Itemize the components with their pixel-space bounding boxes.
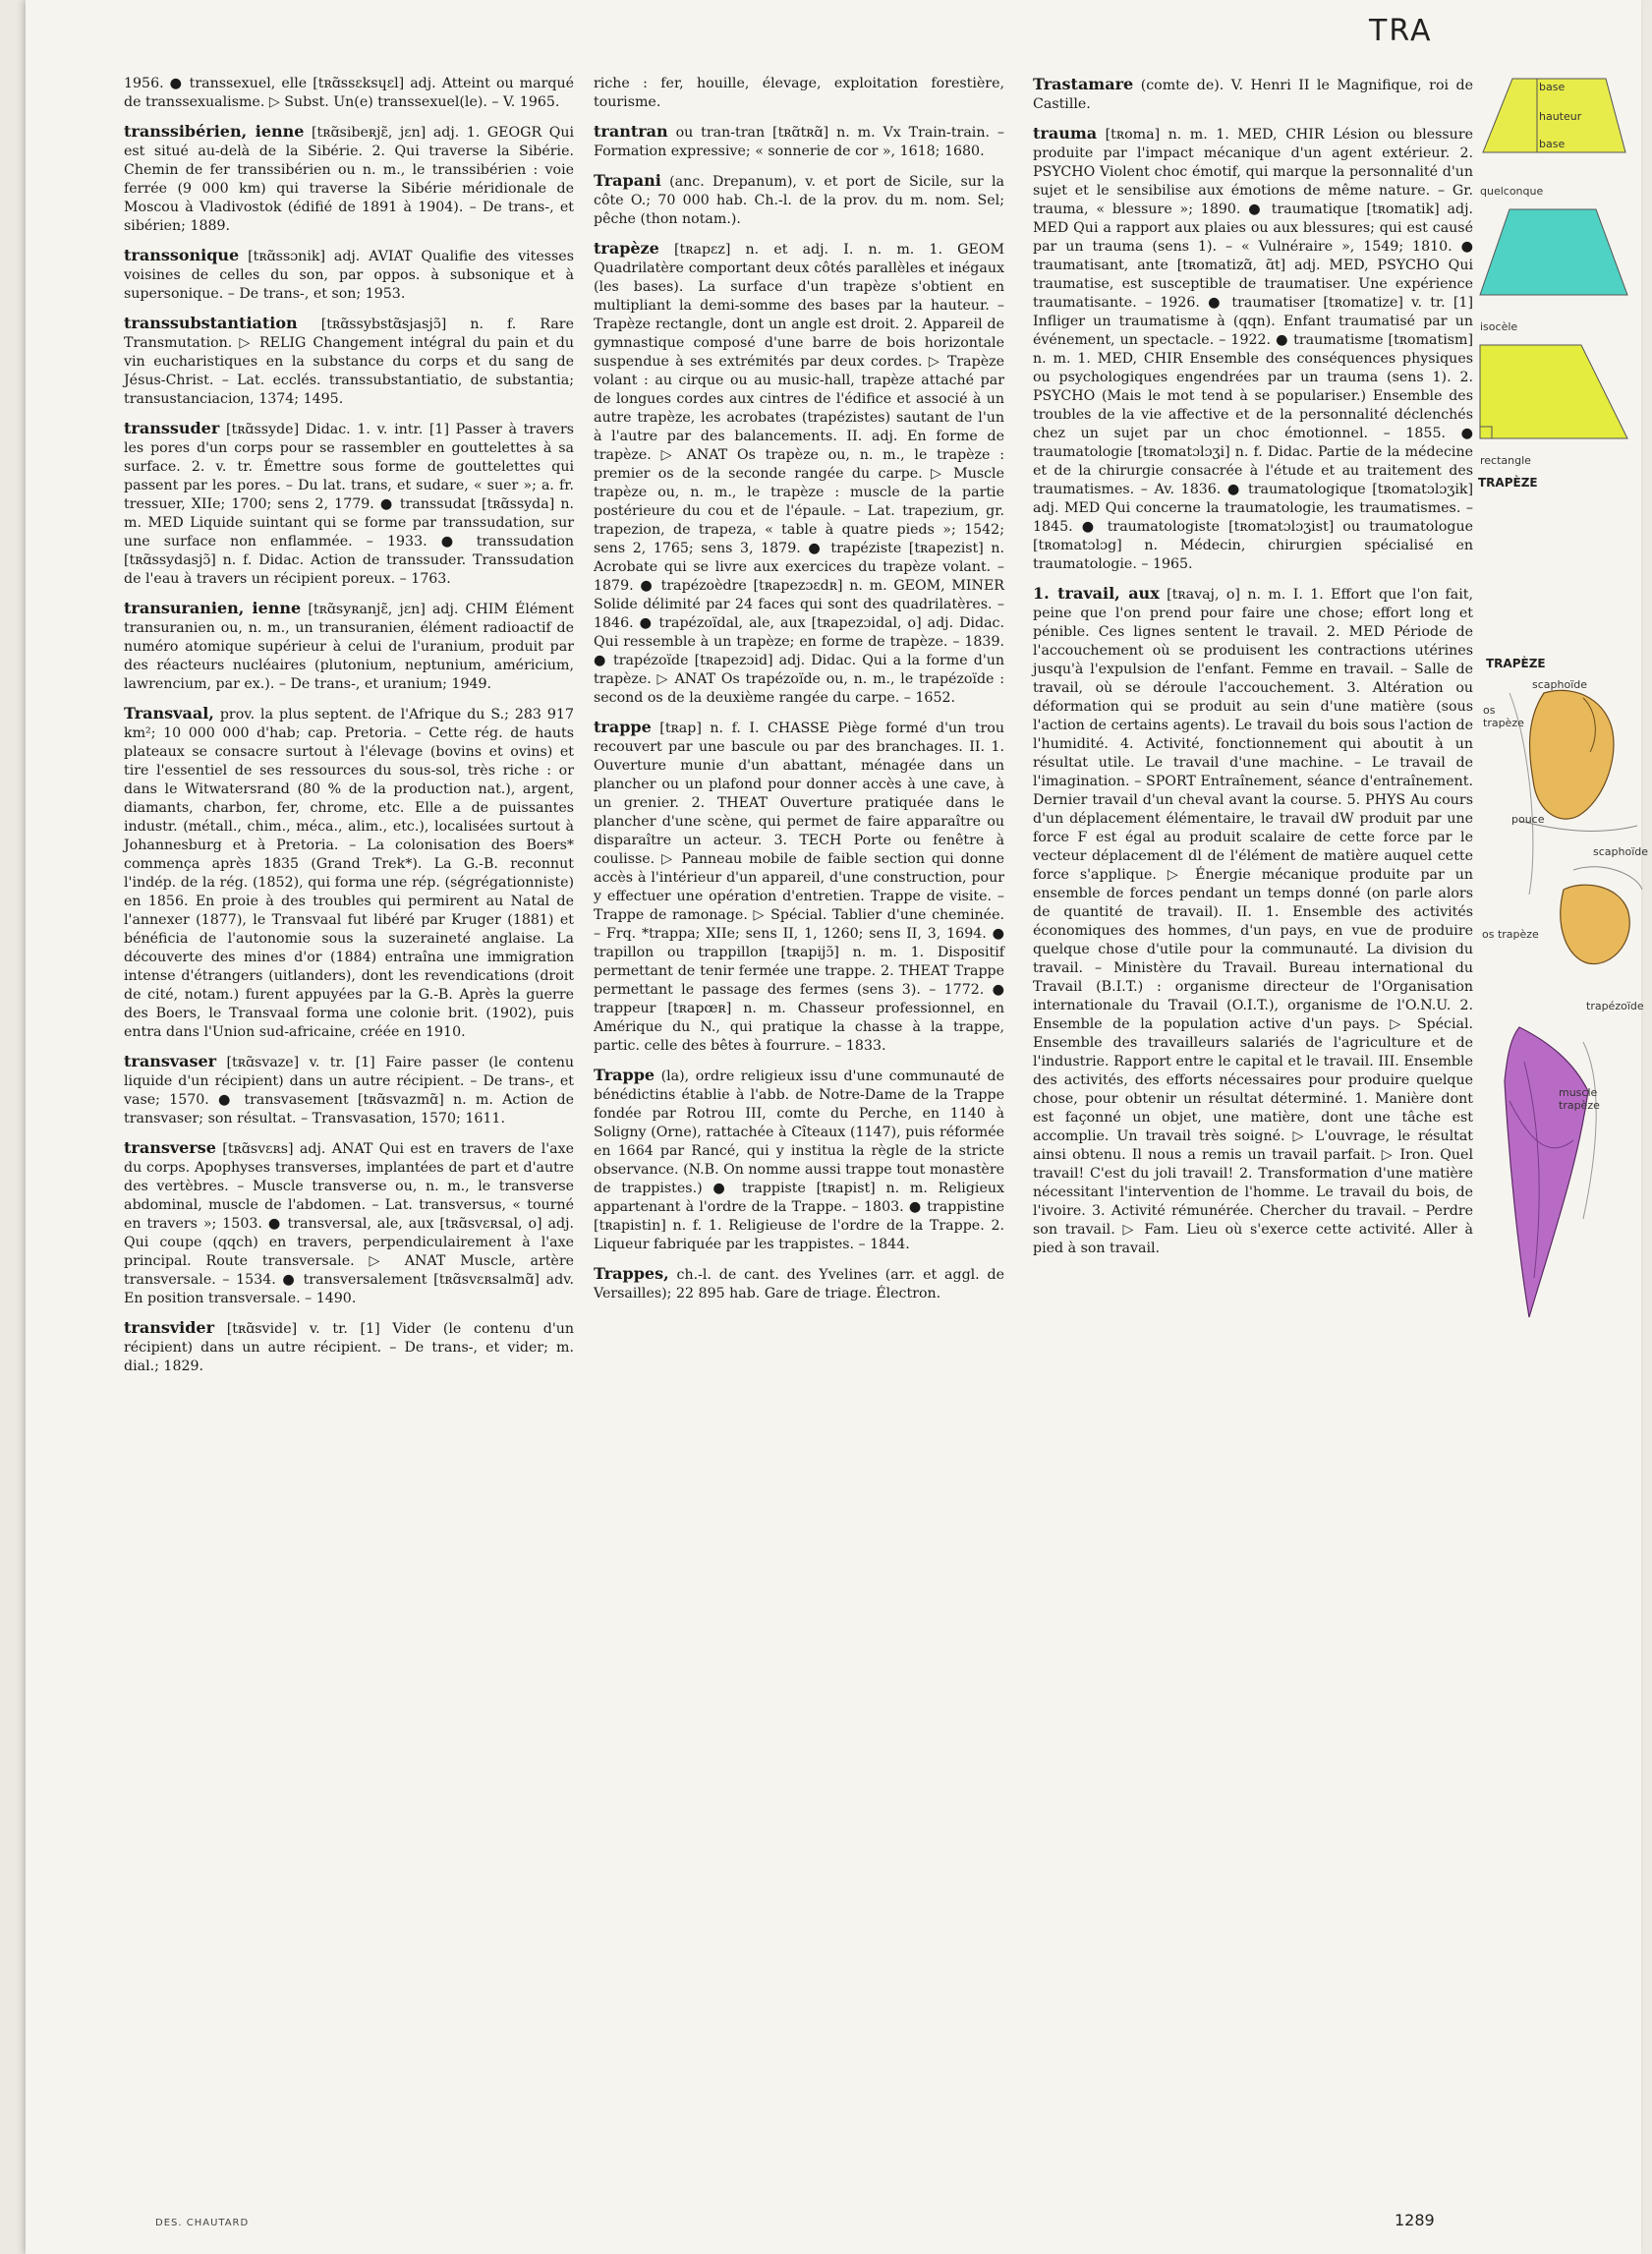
dictionary-entry <box>594 239 1004 708</box>
entry-definition: (comte de). V. Henri II le Magnifique, roi de Castille. <box>1033 78 1473 112</box>
entry-headword: Trappes, <box>594 1264 669 1283</box>
dictionary-entry <box>124 122 574 236</box>
entry-definition: [tʀɑ̃svɛʀs] adj. ANAT Qui est en travers de l'axe du corps. Apophyses transverses, implantées de part et d'autre des vertèbres. – Muscle transverse ou, n. m., le transverse abdominal, muscle de l'abdomen. – Lat. transversus, « tourné en travers »; 1503. ● transversal, ale, aux [tʀɑ̃svɛʀsal, o] adj. Qui coupe (qqch) en travers, perpendiculairement à l'axe principal. Route transversale. ▷ ANAT Muscle, artère transversale. – 1534. ● transversalement [tʀɑ̃svɛʀsalmɑ̃] adv. En position transversale. – 1490. <box>124 1141 574 1306</box>
dictionary-entry <box>124 419 574 589</box>
label-scaphoide-2: scaphoïde <box>1593 845 1649 858</box>
entry-headword: transverse <box>124 1138 216 1157</box>
entry-headword: transvaser <box>124 1052 217 1070</box>
page-number: 1289 <box>1395 2211 1435 2229</box>
label-trapezoide: trapézoïde <box>1586 1000 1644 1012</box>
dictionary-entry <box>124 246 574 304</box>
trapeze-quelconque-illustration <box>1478 69 1635 197</box>
entry-definition: [tʀapɛz] n. et adj. I. n. m. 1. GEOM Quadrilatère comportant deux côtés parallèles et inégaux (les bases). La surface d'un trapèze s'obtient en multipliant la demi-somme des bases par la hauteur. – Trapèze rectangle, dont un angle est droit. 2. Appareil de gymnastique composé d'une barre de bois horizontale suspendue à ses extrémités par deux cordes. ▷ Trapèze volant : au cirque ou au music-hall, trapèze attaché par de longues cordes aux cintres de l'édifice et associé à un autre trapèze, les acrobates (trapézistes) sautant de l'un à l'autre par des balancements. II. adj. En forme de trapèze. ▷ ANAT Os trapèze ou, n. m., le trapèze : premier os de la seconde rangée du carpe. ▷ Muscle trapèze ou, n. m., le trapèze : muscle de la partie postérieure du cou et de l'épaule. – Lat. trapezium, gr. trapezion, de trapeza, « table à quatre pieds »; 1542; sens 2, 1765; sens 3, 1879. ● trapéziste [tʀapezist] n. Acrobate qui se livre aux exercices du trapèze volant. – 1879. ● trapézoèdre [tʀapezɔɛdʀ] n. m. GEOM, MINER Solide délimité par 24 faces qui sont des quadrilatères. – 1846. ● trapézoïdal, ale, aux [tʀapezɔidal, o] adj. Didac. Qui ressemble à un trapèze; en forme de trapèze. – 1839. ● trapézoïde [tʀapezɔid] adj. Didac. Qui a la forme d'un trapèze. ▷ ANAT Os trapézoïde ou, n. m., le trapézoïde : second os de la deuxième rangée du carpe. – 1652. <box>594 242 1004 706</box>
entry-headword: Trappe <box>594 1066 655 1084</box>
entry-definition: ou tran-tran [tʀɑ̃tʀɑ̃] n. m. Vx Train-train. – Formation expressive; « sonnerie de cor », 1618; 1680. <box>594 125 1004 159</box>
entry-headword: transsuder <box>124 419 220 437</box>
dictionary-entry <box>1033 75 1473 114</box>
column-1 <box>124 75 574 2041</box>
figure-title: TRAPÈZE <box>1478 476 1538 490</box>
dictionary-entry <box>124 75 574 112</box>
entry-definition: 1956. ● transsexuel, elle [tʀɑ̃ssɛksɥɛl] adj. Atteint ou marqué de transsexualisme. ▷ Subst. Un(e) transsexuel(le). – V. 1965. <box>124 76 574 110</box>
label-scaphoide-1: scaphoïde <box>1532 678 1588 691</box>
dictionary-entry <box>594 122 1004 161</box>
label-os-trapeze-1: os trapèze <box>1483 704 1524 729</box>
entry-definition: prov. la plus septent. de l'Afrique du S.; 283 917 km²; 10 000 000 d'hab; cap. Pretoria. – Cette rég. de hauts plateaux se consacre surtout à l'élevage (bovins et ovins) et tire l'essentiel de ses ressources du sous-sol, très riche : or dans le Witwatersrand (80 % de la production nat.), argent, diamants, charbon, fer, chrome, etc. Elle a de puissantes industr. (métall., chim., méca., alim., etc.), localisées surtout à Johannesburg et à Pretoria. – La colonisation des Boers* commença après 1835 (Grand Trek*). La G.-B. reconnut l'indép. de la rég. (1852), qui forma une rép. (ségrégationniste) en 1856. En proie à des troubles qui permirent au Natal de l'annexer (1877), le Transvaal fut libéré par Kruger (1881) et bénéficia de l'autonomie sous la suzeraineté anglaise. La découverte des mines d'or (1884) entraîna une immigration intense d'étrangers (uitlanders), dont les revendications (droit de cité, notam.) furent appuyées par la G.-B. Après la guerre des Boers, le Transvaal forma une colonie brit. (1902), puis entra dans l'Union sud-africaine, créée en 1910. <box>124 707 574 1040</box>
entry-headword: Transvaal, <box>124 704 214 722</box>
label-hauteur: hauteur <box>1539 110 1582 123</box>
entry-headword: transuranien, ienne <box>124 599 302 617</box>
label-isocele: isocèle <box>1480 320 1518 333</box>
illustration-credit: DES. CHAUTARD <box>155 2218 250 2228</box>
dictionary-entry <box>124 599 574 694</box>
entry-definition: [tʀoma] n. m. 1. MED, CHIR Lésion ou blessure produite par l'impact mécanique d'un agent extérieur. 2. PSYCHO Violent choc émotif, qui marque la personnalité d'un sujet et le sensibilise aux émotions de même nature. – Gr. trauma, « blessure »; 1890. ● traumatique [tʀomatik] adj. MED Qui a rapport aux plaies ou aux blessures; qui est causé par un trauma (sens 1). – « Vulnéraire », 1549; 1810. ● traumatisant, ante [tʀomatizɑ̃, ɑ̃t] adj. MED, PSYCHO Qui traumatise, est susceptible de traumatiser. Une expérience traumatisante. – 1926. ● traumatiser [tʀomatize] v. tr. [1] Infliger un traumatisme à (qqn). Enfant traumatisé par un événement, un spectacle. – 1922. ● traumatisme [tʀomatism] n. m. 1. MED, CHIR Ensemble des conséquences physiques ou psychologiques engendrées par un trauma (sens 1). 2. PSYCHO (Mais le mot tend à se populariser.) Ensemble des troubles de la vie affective et de la personnalité déclenchés chez un sujet par un choc émotionnel. – 1855. ● traumatologie [tʀomatɔlɔʒi] n. f. Didac. Partie de la médecine et de la chirurgie consacrée à l'étude et au traitement des traumatismes. – Av. 1836. ● traumatologique [tʀomatɔlɔʒik] adj. MED Qui concerne la traumatologie, les traumatismes. – 1845. ● traumatologiste [tʀomatɔlɔʒist] ou traumatologue [tʀomatɔlɔg] n. Médecin, chirurgien spécialisé en traumatologie. – 1965. <box>1033 127 1473 572</box>
trapeze-figure <box>1478 69 1645 490</box>
muscle-trapeze-illustration <box>1480 1022 1598 1337</box>
dictionary-entry <box>594 171 1004 229</box>
label-pouce: pouce <box>1511 813 1545 826</box>
trapeze-rectangle-shape <box>1480 345 1627 438</box>
label-os-trapeze-2: os trapèze <box>1482 928 1539 941</box>
entry-headword: trapèze <box>594 239 659 258</box>
trapeze-rectangle-illustration <box>1478 340 1635 468</box>
entry-headword: trantran <box>594 122 668 141</box>
dictionary-entry <box>1033 124 1473 574</box>
entry-headword: Trapani <box>594 171 661 190</box>
label-quelconque: quelconque <box>1480 185 1544 198</box>
running-head: TRA <box>1369 14 1433 48</box>
dictionary-entry <box>1033 584 1473 1258</box>
label-base-top: base <box>1539 81 1566 93</box>
anatomy-title: TRAPÈZE <box>1486 657 1546 670</box>
entry-definition: [tʀɑ̃svide] v. tr. [1] Vider (le contenu d'un récipient) dans un autre récipient. – De trans-, et vider; m. dial.; 1829. <box>124 1321 574 1374</box>
trapeze-isocele-shape <box>1480 209 1627 295</box>
entry-definition: ch.-l. de cant. des Yvelines (arr. et aggl. de Versailles); 22 895 hab. Gare de triage. Électron. <box>594 1267 1005 1301</box>
entry-headword: transsonique <box>124 246 240 264</box>
dictionary-entry <box>124 1138 574 1308</box>
label-base-bottom: base <box>1539 138 1566 150</box>
label-muscle-trapeze: muscle trapèze <box>1559 1086 1600 1112</box>
dictionary-entry <box>124 314 574 409</box>
entry-definition: [tʀɑ̃ssɔnik] adj. AVIAT Qualifie des vitesses voisines de celles du son, par oppos. à subsonique et à supersonique. – De trans-, et son; 1953. <box>124 249 574 302</box>
trapeze-isocele-illustration <box>1478 204 1635 332</box>
entry-headword: trappe <box>594 718 652 736</box>
entry-definition: [tʀavaj, o] n. m. I. 1. Effort que l'on fait, peine que l'on prend pour faire une chose; effort long et pénible. Ces lignes sentent le travail. 2. MED Période de l'accouchement où se produisent les contractions utérines jusqu'à l'expulsion de l'enfant. Femme en travail. – Salle de travail, où se déroule l'accouchement. 3. Altération ou déformation qui se produit au sein d'une matière (sous l'action de certains agents). Le travail du bois sous l'action de l'humidité. 4. Activité, fonctionnement qui aboutit à un résultat utile. Le travail d'une machine. – Le travail de l'imagination. – SPORT Entraînement, séance d'entraînement. Dernier travail d'un cheval avant la course. 5. PHYS Au cours d'un déplacement élémentaire, le travail dW produit par une force F est égal au produit scalaire de cette force par le vecteur déplacement dl de l'élément de matière auquel cette force s'applique. ▷ Énergie mécanique produite par un ensemble de forces pendant un temps donné (on parle alors de quantité de travail). II. 1. Ensemble des activités économiques des hommes, d'un pays, en vue de produire quelque chose d'utile pour la communauté. La division du travail. – Ministère du Travail. Bureau international du Travail (B.I.T.) : organisme directeur de l'Organisation internationale du Travail (O.I.T.), organisme de l'O.N.U. 2. Ensemble de la population active d'un pays. ▷ Spécial. Ensemble des travailleurs salariés de l'agriculture et de l'industrie. Rapport entre le capital et le travail. III. Ensemble des activités, des efforts nécessaires pour produire quelque chose, pour obtenir un résultat déterminé. 1. Manière dont est façonné un objet, une matière, dont une tâche est accomplie. Un travail très soigné. ▷ L'ouvrage, le résultat ainsi obtenu. Il nous a remis un travail parfait. ▷ Iron. Quel travail! C'est du joli travail! 2. Transformation d'une matière nécessitant l'intervention de l'homme. Le travail du bois, de l'ivoire. 3. Activité rémunérée. Chercher du travail. – Perdre son travail. ▷ Fam. Lieu où s'exerce cette activité. Aller à pied à son travail. <box>1033 587 1473 1256</box>
dictionary-entry <box>594 75 1004 112</box>
entry-headword: transvider <box>124 1318 214 1337</box>
entry-definition: [tʀɑ̃svaze] v. tr. [1] Faire passer (le contenu liquide d'un récipient) dans un autre récipient. – De trans-, et vase; 1570. ● transvasement [tʀɑ̃svazmɑ̃] n. m. Action de transvaser; son résultat. – Transvasation, 1570; 1611. <box>124 1055 574 1127</box>
entry-definition: [tʀɑ̃sibeʀjɛ̃, jɛn] adj. 1. GEOGR Qui est situé au-delà de la Sibérie. 2. Qui traverse la Sibérie. Chemin de fer transsibérien ou n. m., le transsibérien : voie ferrée (9 000 km) qui traverse la Sibérie méridionale de Moscou à Vladivostok (édifié de 1891 à 1904). – De trans-, et sibérien; 1889. <box>124 125 575 234</box>
entry-headword: Trastamare <box>1033 75 1134 93</box>
entry-definition: (la), ordre religieux issu d'une communauté de bénédictins établie à l'abb. de Notre-Dame de la Trappe fondée par Rotrou III, comte du Perche, en 1140 à Soligny (Orne), rattachée à Cîteaux (1147), puis réformée en 1664 par Rancé, qui y institua la règle de la stricte observance. (N.B. On nomme aussi trappe tout monastère de trappistes.) ● trappiste [tʀapist] n. m. Religieux appartenant à l'ordre de la Trappe. – 1803. ● trappistine [tʀapistin] n. f. 1. Religieuse de l'ordre de la Trappe. 2. Liqueur fabriquée par les trappistes. – 1844. <box>594 1069 1004 1252</box>
dictionary-page <box>26 0 1649 2254</box>
entry-definition: [tʀɑ̃ssybstɑ̃sjasjɔ̃] n. f. Rare Transmutation. ▷ RELIG Changement intégral du pain et du vin eucharistiques en la substance du corps et du sang de Jésus-Christ. – Lat. ecclés. transsubstantiatio, de substantia; transustanciacion, 1374; 1495. <box>124 317 574 407</box>
column-3 <box>1033 75 1473 2041</box>
dictionary-entry <box>594 718 1004 1056</box>
dictionary-entry <box>124 1318 574 1376</box>
column-2 <box>594 75 1004 2041</box>
dictionary-entry <box>594 1264 1004 1303</box>
dictionary-entry <box>124 1052 574 1128</box>
entry-headword: transsibérien, ienne <box>124 122 305 141</box>
entry-headword: transsubstantiation <box>124 314 298 332</box>
entry-definition: [tʀap] n. f. I. CHASSE Piège formé d'un trou recouvert par une bascule ou par des branchages. II. 1. Ouverture munie d'un abattant, ménagée dans un plancher ou un plafond pour donner accès à une cave, à un grenier. 2. THEAT Ouverture pratiquée dans le plancher d'une scène, qui permet de faire apparaître ou disparaître un acteur. 3. TECH Porte ou fenêtre à coulisse. ▷ Panneau mobile de faible section qui donne accès à l'intérieur d'un appareil, d'une construction, pour y effectuer une opération d'entretien. Trappe de visite. – Trappe de ramonage. ▷ Spécial. Tablier d'une cheminée. – Frq. *trappa; XIIe; sens II, 1, 1260; sens II, 3, 1694. ● trapillon ou trappillon [tʀapijɔ̃] n. m. 1. Dispositif permettant de tenir fermée une trappe. 2. THEAT Trappe permettant le passage des fermes (sens 3). – 1772. ● trappeur [tʀapœʀ] n. m. Chasseur professionnel, en Amérique du N., qui pratique la chasse à la trappe, partic. celle des bêtes à fourrure. – 1833. <box>594 721 1004 1054</box>
entry-headword: 1. travail, aux <box>1033 584 1160 603</box>
entry-definition: (anc. Drepanum), v. et port de Sicile, sur la côte O.; 70 000 hab. Ch.-l. de la prov. du m. nom. Sel; pêche (thon notam.). <box>594 174 1005 227</box>
entry-headword: trauma <box>1033 124 1098 143</box>
entry-definition: riche : fer, houille, élevage, exploitation forestière, tourisme. <box>594 76 1004 110</box>
label-rectangle: rectangle <box>1480 454 1531 467</box>
carpal-bones-illustration <box>1544 860 1652 993</box>
dictionary-entry <box>594 1066 1004 1254</box>
entry-definition: [tʀɑ̃ssyde] Didac. 1. v. intr. [1] Passer à travers les pores d'un corps pour se rassembler en gouttelettes à sa surface. 2. v. tr. Émettre sous forme de gouttelettes qui passent par les pores. – Du lat. trans, et sudare, « suer »; a. fr. tressuer, XIIe; 1700; sens 2, 1779. ● transsudat [tʀɑ̃ssyda] n. m. MED Liquide suintant qui se forme par transsudation, sur une surface non enflammée. – 1933. ● transsudation [tʀɑ̃ssydasjɔ̃] n. f. Didac. Action de transsuder. Transsudation de l'eau à travers un récipient poreux. – 1763. <box>124 422 575 587</box>
dictionary-entry <box>124 704 574 1042</box>
entry-definition: [tʀɑ̃syʀanjɛ̃, jɛn] adj. CHIM Élément transuranien ou, n. m., un transuranien, élément radioactif de numéro atomique supérieur à celui de l'uranium, produit par des réacteurs nucléaires (plutonium, neptunium, américium, lawrencium, par ex.). – De trans-, et uranium; 1949. <box>124 602 574 692</box>
